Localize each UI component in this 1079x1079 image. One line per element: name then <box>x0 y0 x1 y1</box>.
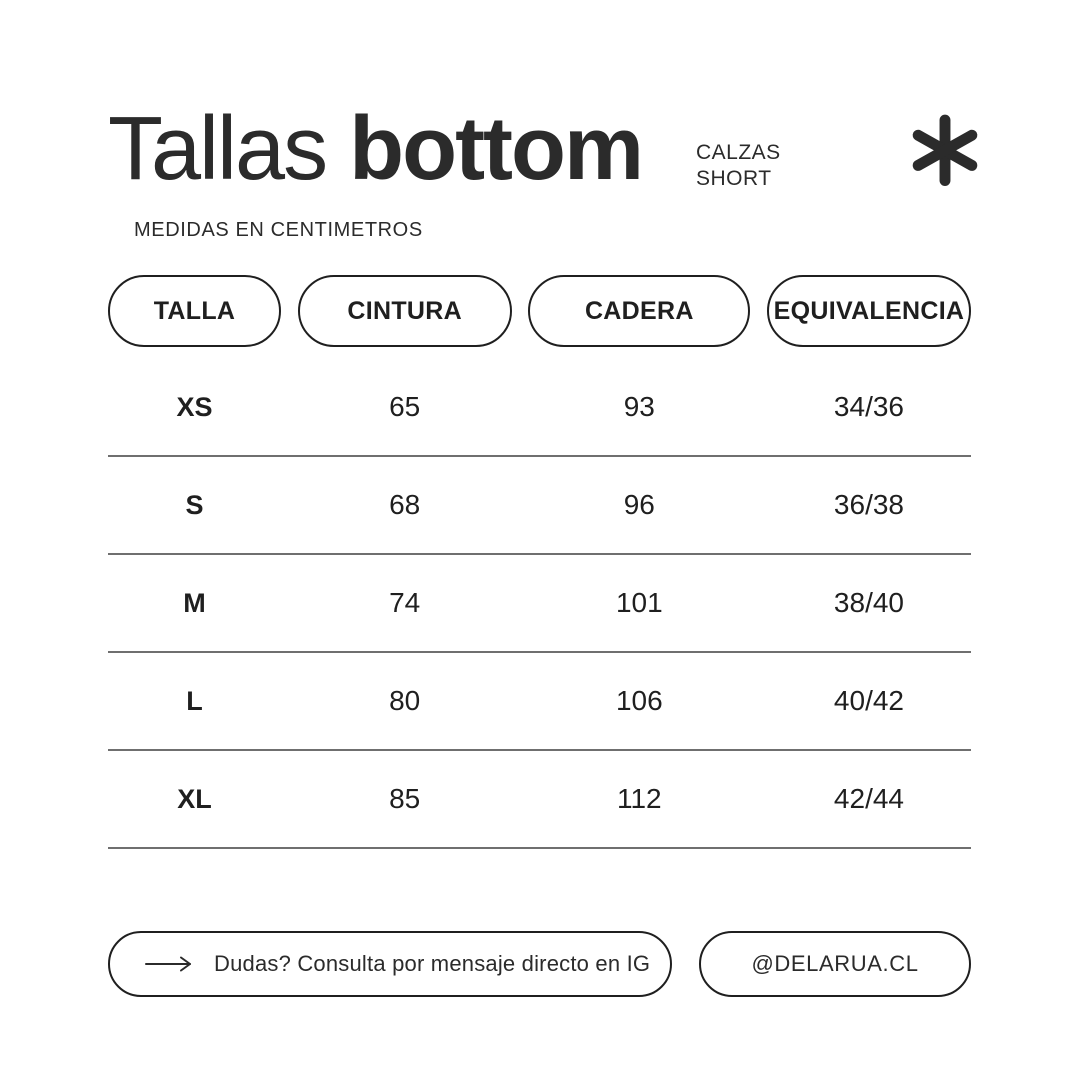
tagline-line-1: CALZAS <box>696 141 781 164</box>
hip-value: 106 <box>615 685 663 716</box>
footer <box>108 931 971 997</box>
instagram-handle-button[interactable] <box>699 931 971 997</box>
product-tagline <box>696 140 781 192</box>
waist-value: 74 <box>389 587 421 618</box>
equivalence-value: 38/40 <box>833 587 904 618</box>
table-row <box>108 555 971 653</box>
page-title <box>108 99 643 199</box>
hip-value: 96 <box>623 489 655 520</box>
table-row <box>108 457 971 555</box>
column-header-cadera: CADERA <box>528 275 750 347</box>
size-label: M <box>183 587 206 618</box>
column-header-equivalencia: EQUIVALENCIA <box>767 275 971 347</box>
size-label: S <box>185 489 204 520</box>
hip-value: 112 <box>616 783 662 814</box>
equivalence-value: 34/36 <box>833 391 904 422</box>
table-row <box>108 653 971 751</box>
size-label: XL <box>177 783 212 814</box>
arrow-right-icon <box>144 955 194 973</box>
hip-value: 101 <box>615 587 663 618</box>
waist-value: 68 <box>389 489 421 520</box>
hip-value: 93 <box>623 391 655 422</box>
table-row <box>108 751 971 849</box>
asterisk-icon <box>903 110 987 194</box>
column-header-cintura: CINTURA <box>298 275 512 347</box>
equivalence-value: 42/44 <box>833 783 904 814</box>
equivalence-value: 36/38 <box>833 489 904 520</box>
instagram-handle-label: @DELARUA.CL <box>751 951 919 976</box>
tagline-line-2: SHORT <box>696 167 772 190</box>
title-bold: bottom <box>349 99 643 199</box>
waist-value: 80 <box>389 685 421 716</box>
size-label: XS <box>176 391 213 422</box>
equivalence-value: 40/42 <box>833 685 904 716</box>
waist-value: 85 <box>389 783 421 814</box>
contact-help-label: Dudas? Consulta por mensaje directo en IG <box>214 951 651 976</box>
units-note: MEDIDAS EN CENTIMETROS <box>134 219 423 241</box>
waist-value: 65 <box>389 391 421 422</box>
title-regular: Tallas <box>108 99 327 199</box>
table-header-row <box>108 275 971 347</box>
size-label: L <box>186 685 203 716</box>
column-header-talla: TALLA <box>108 275 281 347</box>
table-row <box>108 359 971 457</box>
size-table <box>108 359 971 849</box>
contact-help-button[interactable] <box>108 931 672 997</box>
